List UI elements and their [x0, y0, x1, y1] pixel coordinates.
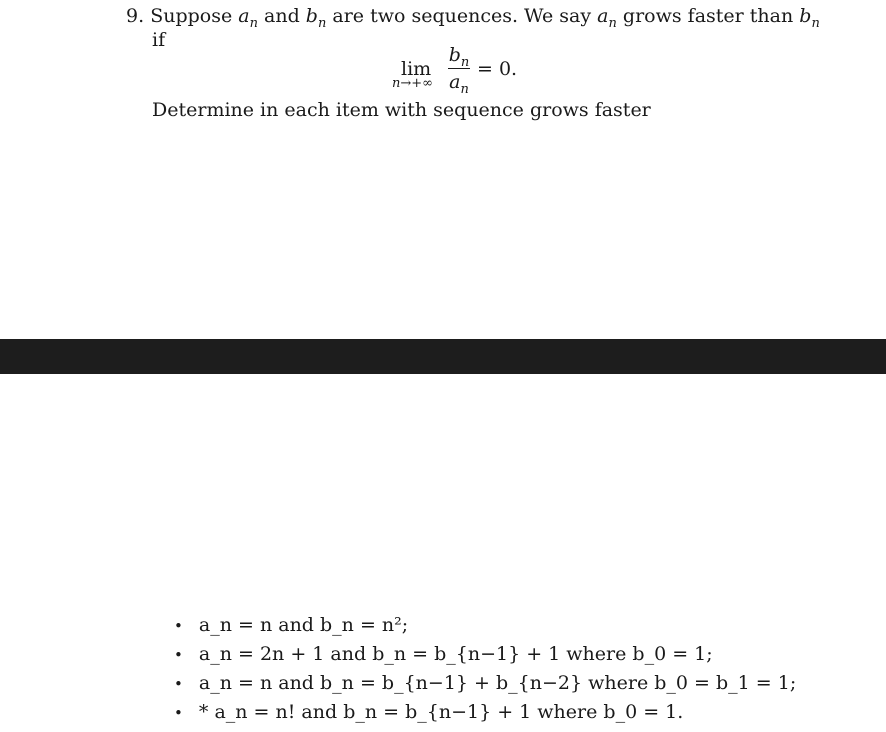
intro-word-4: grows faster than [622, 5, 794, 27]
item-text: a_n = n and b_n = n²; [198, 614, 409, 636]
sym-b: b [305, 5, 318, 27]
intro-word-2: and [264, 5, 300, 27]
intro-word-1: Suppose [150, 5, 233, 27]
bullet-icon: • [174, 675, 183, 693]
limit-rhs: = 0. [477, 58, 518, 80]
bullet-icon: • [174, 704, 183, 722]
limit-under: n→+∞ [392, 76, 433, 91]
list-item [174, 701, 683, 724]
sym-b: b [799, 5, 812, 27]
sub-n: n [811, 16, 820, 31]
sym-a: a [238, 5, 250, 27]
item-text: * a_n = n! and b_n = b_{n−1} + 1 where b_0 = 1. [198, 701, 684, 723]
bullet-icon: • [174, 617, 183, 635]
list-item [174, 672, 796, 695]
fraction-denominator: $a_n$ [449, 71, 469, 97]
bullet-icon: • [174, 646, 183, 664]
sub-n: n [249, 16, 258, 31]
intro-if: if [152, 29, 166, 51]
sub-n: n [608, 16, 617, 31]
sub-n: n [317, 16, 327, 31]
list-item [174, 643, 713, 666]
problem-number: 9. [126, 5, 145, 27]
fraction-numerator: $b_n$ [448, 44, 470, 70]
dark-divider-band [0, 339, 886, 374]
instruction-text: Determine in each item with sequence grows faster [152, 99, 651, 121]
list-item [174, 614, 408, 637]
limit-lim: lim [401, 58, 432, 80]
intro-word-3: are two sequences. We say [332, 5, 592, 27]
item-text: a_n = n and b_n = b_{n−1} + b_{n−2} where b_0 = b_1 = 1; [198, 672, 797, 694]
sym-a: a [597, 5, 609, 27]
problem-header [126, 5, 820, 31]
limit-fraction [448, 44, 470, 97]
item-text: a_n = 2n + 1 and b_n = b_{n−1} + 1 where b_0 = 1; [198, 643, 713, 665]
